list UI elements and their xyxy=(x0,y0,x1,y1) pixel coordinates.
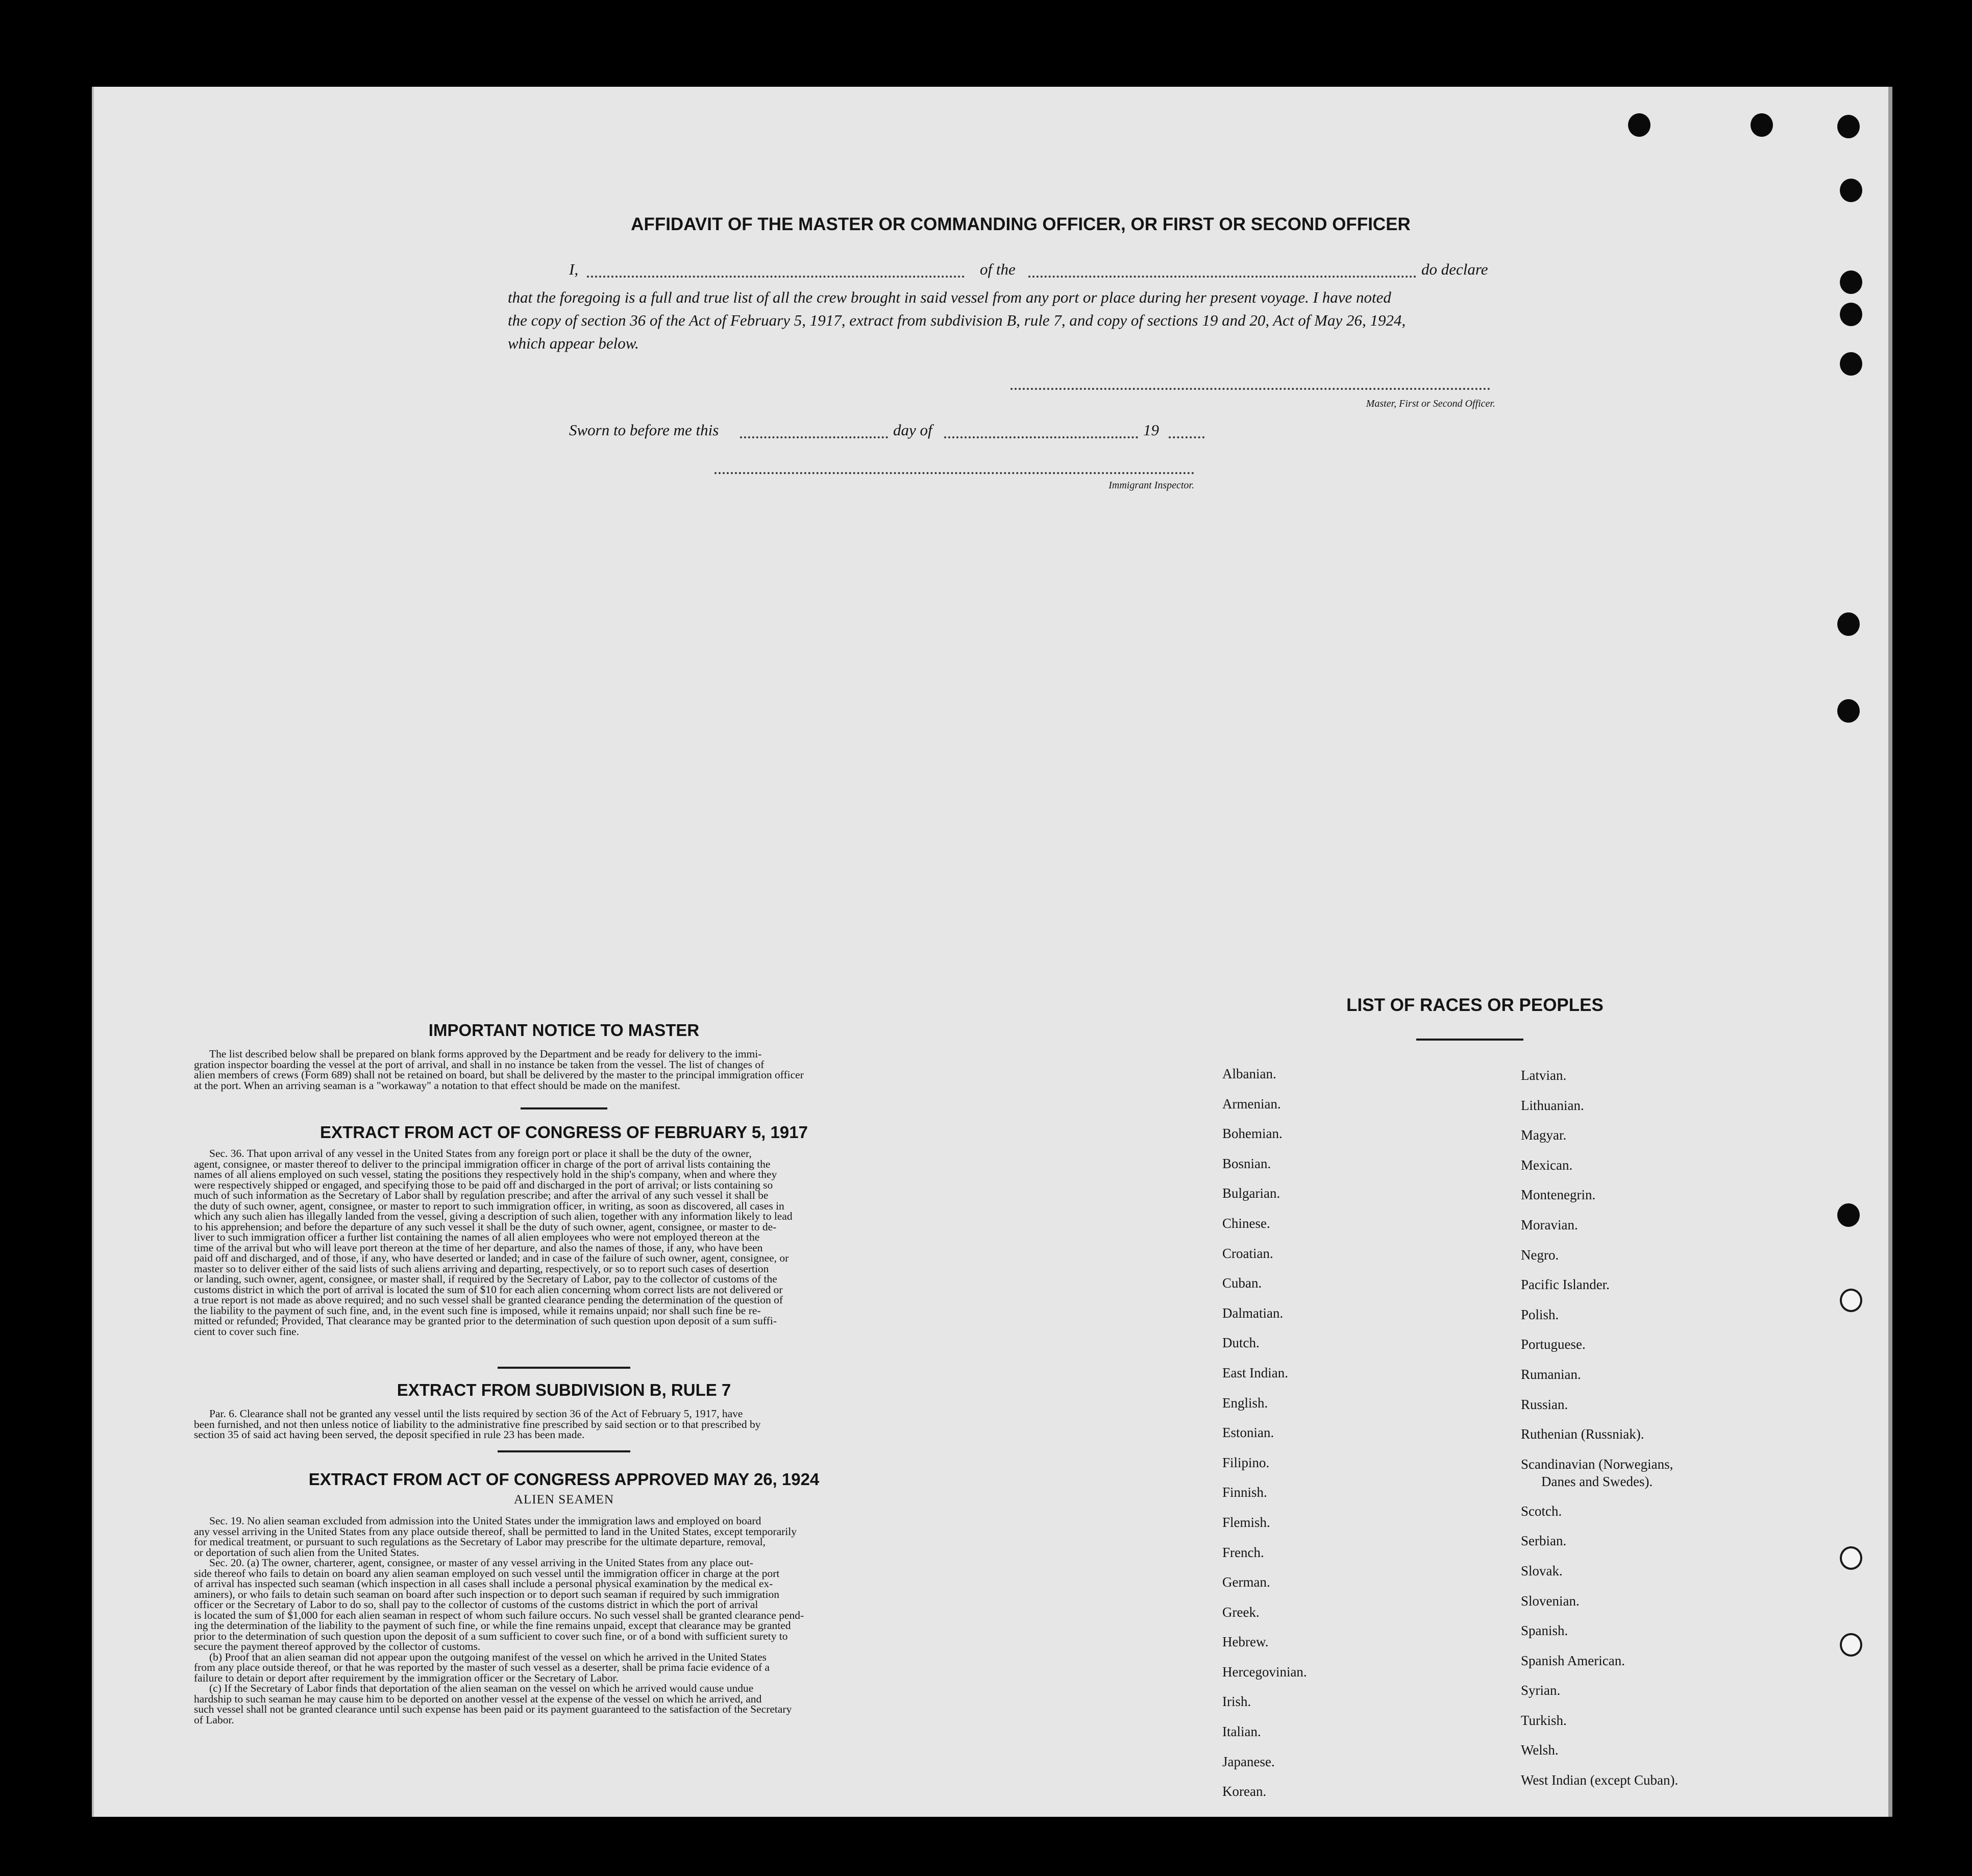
race-item: East Indian. xyxy=(1222,1365,1288,1380)
sworn-day-of-label: day of xyxy=(893,421,932,439)
race-item: Latvian. xyxy=(1521,1068,1567,1083)
race-item: Magyar. xyxy=(1521,1127,1567,1143)
extract-1917-line: a true report is not made as above required; and no such vessel shall be granted clearance pending the determination of the question of xyxy=(194,1294,783,1306)
race-item: Bohemian. xyxy=(1222,1126,1283,1142)
notice-title: IMPORTANT NOTICE TO MASTER xyxy=(428,1021,700,1040)
race-item: Finnish. xyxy=(1222,1485,1267,1500)
sworn-year-prefix: 19 xyxy=(1143,421,1159,439)
extract-1924-line: side thereof who fails to detain on board any alien seaman employed on such vessel until the immigration officer in charge at the port xyxy=(194,1567,780,1579)
punch-hole-icon xyxy=(1840,179,1862,202)
affidavit-declare-label: do declare xyxy=(1421,260,1488,278)
subdivision-b-paragraph xyxy=(194,1409,934,1440)
extract-1917-line: liver to such immigration officer a further list containing the names of all alien employees who were not employed thereon at the xyxy=(194,1231,760,1243)
extract-1917-line: the liability to the payment of such fine, and, in the event such fine is imposed, while it remains unpaid; nor shall such fine be re- xyxy=(194,1304,761,1317)
extract-1917-line: names of all aliens employed on such vessel, stating the positions they respectively hold in the ship's company, when and where they xyxy=(194,1168,777,1180)
race-item: English. xyxy=(1222,1395,1268,1411)
extract-1917-line: or landing, such owner, agent, consignee, or master shall, if required by the Secretary of Labor, pay to the collector of customs of the xyxy=(194,1273,777,1285)
race-item: Pacific Islander. xyxy=(1521,1277,1610,1293)
race-item: Spanish American. xyxy=(1521,1652,1625,1668)
race-item: Greek. xyxy=(1222,1604,1260,1620)
extract-1917-title: EXTRACT FROM ACT OF CONGRESS OF FEBRUARY 5, 1917 xyxy=(320,1123,808,1142)
subdivision-b-line: been furnished, and not then unless notice of liability to the administrative fine prescribed by said section or to that prescribed by xyxy=(194,1418,761,1430)
notice-line: at the port. When an arriving seaman is a "workaway" a notation to that effect should be made on the manifest. xyxy=(194,1079,680,1092)
races-title-underline xyxy=(1416,1039,1523,1041)
race-item: Scotch. xyxy=(1521,1503,1562,1519)
extract-1924-line: from any place outside thereof, or that he was reported by the master of such vessel as a deserter, shall be prima facie evidence of a xyxy=(194,1661,770,1673)
race-item: Ruthenian (Russniak). xyxy=(1521,1426,1644,1442)
extract-1924-line: Sec. 20. (a) The owner, charterer, agent, consignee, or master of any vessel arriving in the United States from any place out- xyxy=(209,1557,753,1569)
subdivision-b-line: section 35 of said act having been served, the deposit specified in rule 23 has been made. xyxy=(194,1428,585,1441)
extract-1924-paragraph xyxy=(194,1516,934,1725)
extract-1924-line: such vessel shall not be granted clearance until such expense has been paid or its payment guaranteed to the satisfaction of the Secretary xyxy=(194,1703,792,1715)
race-item: French. xyxy=(1222,1544,1264,1560)
races-title: LIST OF RACES OR PEOPLES xyxy=(1346,995,1604,1015)
punch-hole-icon xyxy=(1840,270,1862,294)
affidavit-line-3: the copy of section 36 of the Act of February 5, 1917, extract from subdivision B, rule 7, and copy of sections 19 and 20, Act of May 26, 1924, xyxy=(508,311,1406,329)
extract-1917-line: to his apprehension; and before the departure of any such vessel it shall be the duty of such owner, agent, consignee, or master to de- xyxy=(194,1220,777,1233)
extract-1917-line: much of such information as the Secretary of Labor shall by regulation prescribe; and after the arrival of any such vessel it shall be xyxy=(194,1189,769,1201)
race-item: Russian. xyxy=(1521,1396,1568,1412)
race-item: Hercegovinian. xyxy=(1222,1664,1307,1680)
page-edge xyxy=(1888,87,1892,1817)
race-item: Slovenian. xyxy=(1521,1593,1580,1609)
race-item: Mexican. xyxy=(1521,1157,1573,1173)
punch-hole-icon xyxy=(1751,113,1773,137)
race-item: Spanish. xyxy=(1521,1623,1568,1639)
subdivision-b-line: Par. 6. Clearance shall not be granted any vessel until the lists required by section 36 of the Act of February 5, 1917, have xyxy=(209,1408,743,1420)
sworn-month-field[interactable] xyxy=(944,436,1138,438)
race-item: Hebrew. xyxy=(1222,1634,1269,1650)
race-item: Polish. xyxy=(1521,1306,1559,1322)
notice-line: The list described below shall be prepared on blank forms approved by the Department and be ready for delivery to the immi- xyxy=(209,1048,762,1060)
extract-1917-paragraph xyxy=(194,1148,934,1337)
race-item: Dalmatian. xyxy=(1222,1305,1284,1321)
extract-1924-title: EXTRACT FROM ACT OF CONGRESS APPROVED MAY 26, 1924 xyxy=(308,1470,820,1489)
extract-1924-line: or deportation of such alien from the United States. xyxy=(194,1546,420,1559)
section-divider xyxy=(521,1107,607,1109)
extract-1924-line: aminers), or who fails to detain such seaman on board after such inspection or to deport such seaman if required by such immigration xyxy=(194,1588,779,1600)
section-divider xyxy=(498,1367,630,1369)
punch-hole-icon xyxy=(1840,1633,1862,1657)
affidavit-of-the-label: of the xyxy=(980,260,1016,278)
affidavit-line-2: that the foregoing is a full and true list of all the crew brought in said vessel from any port or place during her present voyage. I have noted xyxy=(508,288,1391,306)
race-item: Filipino. xyxy=(1222,1454,1270,1470)
race-item: West Indian (except Cuban). xyxy=(1521,1772,1679,1788)
extract-1924-line: is located the sum of $1,000 for each alien seaman in respect of whom such failure occurs. No such vessel shall be granted clearance pend- xyxy=(194,1609,804,1621)
sworn-label: Sworn to before me this xyxy=(569,421,719,439)
punch-hole-icon xyxy=(1840,303,1862,326)
extract-1917-line: which any such alien has illegally landed from the vessel, giving a description of such alien, together with any information likely to lead xyxy=(194,1210,793,1222)
extract-1924-line: (c) If the Secretary of Labor finds that deportation of the alien seaman on the vessel on which he arrived would cause undue xyxy=(209,1682,754,1694)
punch-hole-icon xyxy=(1628,113,1650,137)
extract-1924-subtitle: ALIEN SEAMEN xyxy=(513,1493,614,1507)
race-item: Montenegrin. xyxy=(1521,1187,1596,1203)
race-item: Dutch. xyxy=(1222,1335,1260,1351)
extract-1924-line: any vessel arriving in the United States from any place outside thereof, shall be permitted to land in the United States, except temporarily xyxy=(194,1525,797,1538)
race-item: Korean. xyxy=(1222,1784,1267,1799)
extract-1917-line: the duty of such owner, agent, consignee, or master to report to such immigration officer, in writing, as soon as discovered, all cases in xyxy=(194,1199,784,1212)
extract-1917-line: Sec. 36. That upon arrival of any vessel in the United States from any foreign port or place it shall be the duty of the owner, xyxy=(209,1147,752,1159)
extract-1924-line: Sec. 19. No alien seaman excluded from admission into the United States under the immigration laws and employed on board xyxy=(209,1515,761,1527)
race-item: Welsh. xyxy=(1521,1742,1559,1758)
race-item: Syrian. xyxy=(1521,1683,1561,1698)
race-item: Croatian. xyxy=(1222,1245,1273,1261)
race-item: Irish. xyxy=(1222,1694,1251,1710)
notice-paragraph xyxy=(194,1049,934,1091)
race-item: Bosnian. xyxy=(1222,1155,1271,1171)
sworn-day-field[interactable] xyxy=(740,436,888,438)
subdivision-b-title: EXTRACT FROM SUBDIVISION B, RULE 7 xyxy=(397,1380,731,1399)
extract-1917-line: mitted or refunded; Provided, That clearance may be granted prior to the determination of such question upon deposit of a sum suffi- xyxy=(194,1315,777,1327)
extract-1917-line: time of the arrival but who will leave port thereon at the time of her departure, and also the names of those, if any, who have been xyxy=(194,1241,763,1254)
vessel-name-field[interactable] xyxy=(1028,276,1416,278)
punch-hole-icon xyxy=(1837,115,1860,138)
extract-1917-line: paid off and discharged, and of those, if any, who have deserted or landed; and in case of the failure of such owner, agent, consignee, or xyxy=(194,1252,789,1264)
race-item: Bulgarian. xyxy=(1222,1186,1280,1201)
extract-1924-line: secure the payment thereof approved by the collector of customs. xyxy=(194,1640,481,1652)
punch-hole-icon xyxy=(1840,352,1862,376)
race-item: Portuguese. xyxy=(1521,1337,1586,1352)
race-item: Negro. xyxy=(1521,1247,1559,1263)
race-item: Turkish. xyxy=(1521,1712,1567,1728)
extract-1924-line: prior to the determination of such question upon the deposit of a sum sufficient to cover such fine, or of a bond with sufficient surety to xyxy=(194,1630,788,1642)
section-divider xyxy=(498,1450,630,1452)
extract-1917-line: were respectively shipped or engaged, and specifying those to be paid off and discharged in the port of arrival; or lists containing so xyxy=(194,1178,773,1191)
races-right-column xyxy=(1521,1060,1807,1795)
sworn-year-field[interactable] xyxy=(1169,436,1204,438)
master-signature-caption: Master, First or Second Officer. xyxy=(1366,398,1495,409)
punch-hole-icon xyxy=(1837,699,1860,723)
race-item: Chinese. xyxy=(1222,1215,1270,1231)
extract-1917-line: master so to deliver either of the said lists of such aliens arriving and departing, respectively, or so to report such cases of desertion xyxy=(194,1262,769,1275)
race-item: Slovak. xyxy=(1521,1563,1563,1578)
race-item: Albanian. xyxy=(1222,1066,1276,1081)
extract-1924-line: ing the determination of the liability to the payment of such fine, or while the fine remains unpaid, except that clearance may be granted xyxy=(194,1619,791,1632)
race-item: Flemish. xyxy=(1222,1514,1270,1530)
extract-1924-line: officer or the Secretary of Labor to do so, shall pay to the collector of customs of the customs district in which the port of arrival xyxy=(194,1598,758,1611)
race-item-continued: Danes and Swedes). xyxy=(1541,1473,1653,1489)
notice-line: gration inspector boarding the vessel at the port of arrival, and shall in no instance be taken from the vessel. The list of changes of xyxy=(194,1058,765,1071)
race-item: Moravian. xyxy=(1521,1217,1578,1232)
inspector-signature-field[interactable] xyxy=(714,472,1194,474)
race-item: Serbian. xyxy=(1521,1533,1567,1549)
inspector-signature-caption: Immigrant Inspector. xyxy=(1108,480,1194,491)
extract-1917-line: customs district in which the port of arrival is located the sum of $10 for each alien concerning whom correct lists are not delivered or xyxy=(194,1283,783,1296)
race-item: Lithuanian. xyxy=(1521,1097,1584,1113)
extract-1924-line: for medical treatment, or pursuant to such regulations as the Secretary of Labor may prescribe for the ultimate departure, removal, xyxy=(194,1536,766,1548)
race-item: Italian. xyxy=(1222,1724,1261,1740)
affidavit-line-1 xyxy=(569,260,578,279)
race-item: Armenian. xyxy=(1222,1096,1281,1112)
punch-hole-icon xyxy=(1837,612,1860,636)
extract-1924-line: (b) Proof that an alien seaman did not appear upon the outgoing manifest of the vessel on which he arrived in the United States xyxy=(209,1650,767,1663)
punch-hole-icon xyxy=(1837,1203,1860,1227)
extract-1924-line: of Labor. xyxy=(194,1713,234,1726)
affidavit-title: AFFIDAVIT OF THE MASTER OR COMMANDING OFFICER, OR FIRST OR SECOND OFFICER xyxy=(631,214,1411,234)
master-signature-field[interactable] xyxy=(1010,388,1490,390)
race-item: Estonian. xyxy=(1222,1425,1274,1441)
extract-1917-line: agent, consignee, or master thereof to deliver to the principal immigration officer in charge of the port of arrival lists containing the xyxy=(194,1157,771,1170)
race-item: Cuban. xyxy=(1222,1275,1262,1291)
races-left-column xyxy=(1222,1059,1477,1807)
affidavit-line-4: which appear below. xyxy=(508,334,639,352)
race-item: German. xyxy=(1222,1574,1270,1590)
master-name-field[interactable] xyxy=(587,276,965,278)
punch-hole-icon xyxy=(1840,1546,1862,1570)
notice-line: alien members of crews (Form 689) shall not be retained on board, but shall be delivered by the master to the principal immigration officer xyxy=(194,1069,804,1081)
race-item: Japanese. xyxy=(1222,1754,1275,1769)
race-item: Scandinavian (Norwegians, xyxy=(1521,1456,1673,1472)
extract-1924-line: hardship to such seaman he may cause him to be deported on another vessel at the expense of the vessel on which he arrived, and xyxy=(194,1692,762,1705)
punch-hole-icon xyxy=(1840,1289,1862,1312)
race-item: Rumanian. xyxy=(1521,1366,1581,1382)
extract-1917-line: cient to cover such fine. xyxy=(194,1325,299,1338)
extract-1924-line: failure to detain or deport after requirement by the immigration officer or the Secretary of Labor. xyxy=(194,1671,619,1684)
affidavit-i-label: I, xyxy=(569,260,579,278)
extract-1924-line: of arrival has inspected such seaman (which inspection in all cases shall include a personal physical examination by the medical ex- xyxy=(194,1577,773,1590)
